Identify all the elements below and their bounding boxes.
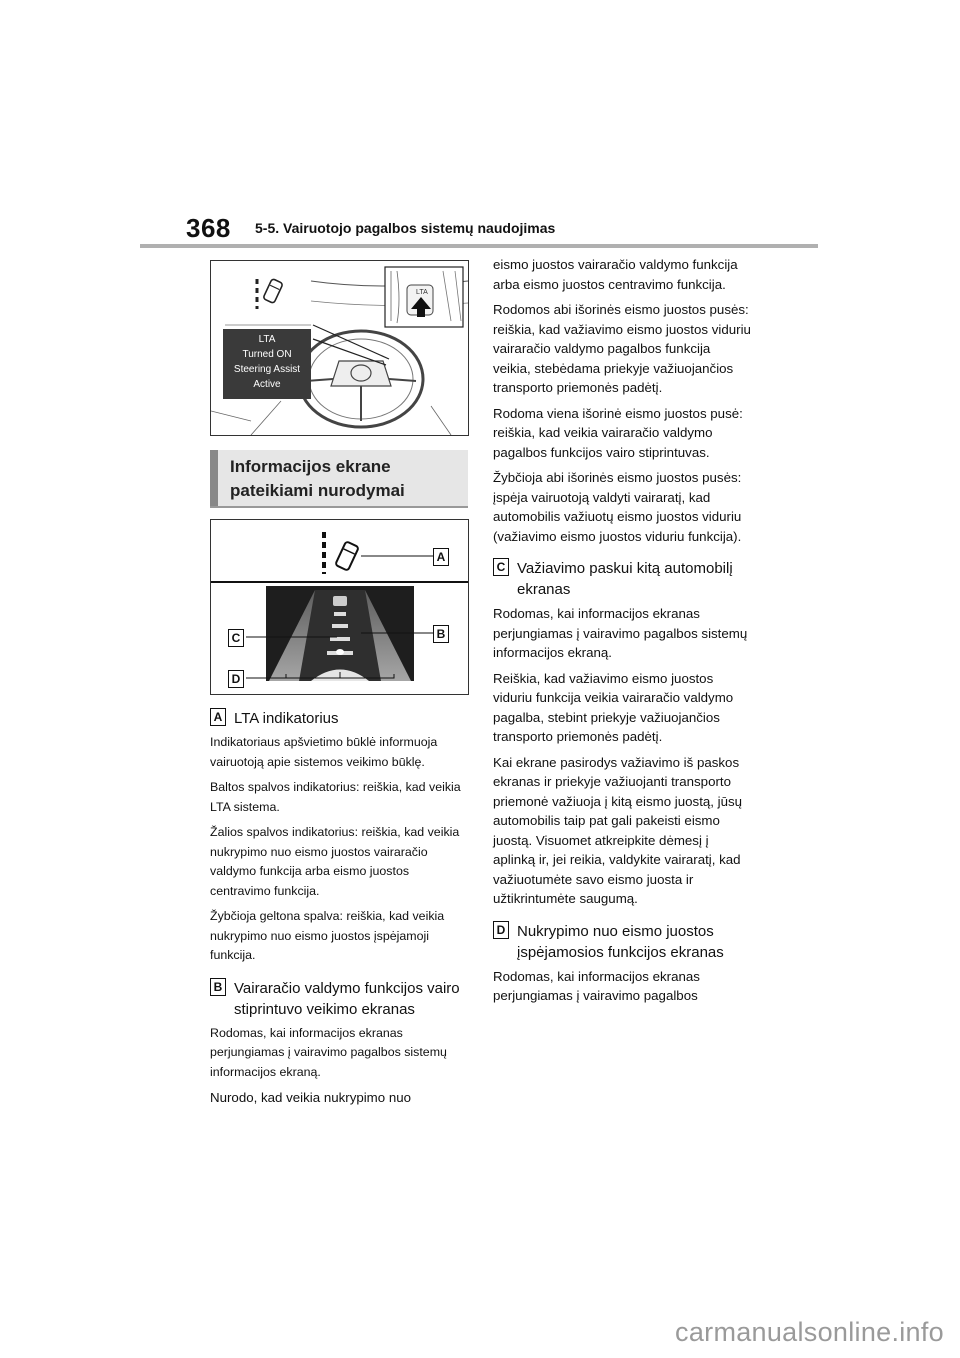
lta-line: Steering Assist: [233, 364, 301, 375]
lta-status-panel: [223, 329, 311, 399]
callout-label-b: B: [433, 625, 449, 643]
badge-d: D: [493, 921, 509, 939]
steering-wheel-figure: [210, 260, 469, 436]
callout-label-a: A: [433, 548, 449, 566]
paragraph: Rodomas, kai informacijos ekranas perjungiamas į vairavimo pagalbos sistemų informacijos ekraną.: [493, 606, 748, 660]
lta-line: Turned ON: [242, 349, 292, 360]
paragraph: eismo juostos vairaračio valdymo funkcija arba eismo juostos centravimo funkcija.: [493, 257, 738, 292]
paragraph: Žybčioja geltona spalva: reiškia, kad veikia nukrypimo nuo eismo juostos įspėjamoji funkcija.: [210, 909, 445, 962]
paragraph: Rodomas, kai informacijos ekranas perjungiamas į vairavimo pagalbos: [493, 968, 700, 1003]
section-d-title: Nukrypimo nuo eismo juostos įspėjamosios funkcijos ekranas: [517, 922, 724, 961]
page-number: 368: [186, 213, 231, 243]
paragraph: Indikatoriaus apšvietimo būklė informuoja vairuotoją apie sistemos veikimo būklę.: [210, 735, 438, 769]
info-heading-line: pateikiami nurodymai: [230, 481, 405, 500]
section-b-heading: [210, 978, 468, 1020]
watermark: carmanualsonline.info: [675, 1317, 944, 1347]
svg-text:LTA: LTA: [416, 289, 428, 296]
right-column: [493, 255, 751, 1012]
section-a-title: LTA indikatorius: [234, 710, 339, 727]
lta-line: Active: [253, 379, 281, 390]
section-b-title: Vairaračio valdymo funkcijos vairo stiprintuvo veikimo ekranas: [234, 979, 460, 1018]
header-divider: [140, 244, 818, 248]
callout-label-c: C: [228, 629, 244, 647]
section-title: 5-5. Vairuotojo pagalbos sistemų naudojimas: [255, 220, 556, 236]
section-c-title: Važiavimo paskui kitą automobilį ekranas: [517, 560, 733, 598]
paragraph: Rodomos abi išorinės eismo juostos pusės: reiškia, kad važiavimo eismo juostos viduriu vairaračio valdymo pagalbos funkcija veikia, stebėdama priekyje važiuojančios transporto priemonės padėtį.: [493, 302, 751, 395]
paragraph: Žybčioja abi išorinės eismo juostos pusės: įspėja vairuotoją valdyti vairaratį, kad automobilis važiuotų eismo juostos viduriu (važiavimo eismo juostos viduriu funkcija).: [493, 470, 742, 544]
left-column: [210, 702, 468, 1114]
display-screen-illustration: [211, 520, 468, 694]
badge-a: A: [210, 708, 226, 726]
paragraph: Žalios spalvos indikatorius: reiškia, kad veikia nukrypimo nuo eismo juostos vairaračio valdymo funkcija arba eismo juostos centravimo funkcija.: [210, 825, 460, 898]
badge-b: B: [210, 978, 226, 996]
section-d-heading: [493, 921, 751, 963]
info-heading: [230, 455, 470, 503]
info-heading-box: [210, 450, 468, 506]
paragraph: Kai ekrane pasirodys važiavimo iš paskos ekranas ir priekyje važiuojanti transporto priemonė važiuoja į kitą eismo juostą, jūsų automobilis taip pat gali pakeisti eismo juostą. Visuomet atkreipkite dėmesį į aplinką ir, jei reikia, valdykite vairaratį, kad važiuotumėte savo eismo juosta ir užtikrintumėte saugumą.: [493, 754, 743, 906]
display-screen-figure: [210, 519, 469, 695]
paragraph: Reiškia, kad važiavimo eismo juostos viduriu funkcija veikia vairaračio valdymo pagalba, stebint priekyje važiuojančios transporto priemonės padėtį.: [493, 670, 734, 744]
paragraph: Rodoma viena išorinė eismo juostos pusė: reiškia, kad veikia vairaračio valdymo pagalbos funkcijos vairo stiprintuvas.: [493, 405, 743, 460]
info-heading-rule: [210, 506, 468, 508]
paragraph: Nurodo, kad veikia nukrypimo nuo: [210, 1090, 412, 1105]
badge-c: C: [493, 558, 509, 576]
section-a-heading: [210, 708, 468, 729]
paragraph: Rodomas, kai informacijos ekranas perjungiamas į vairavimo pagalbos sistemų informacijos ekraną.: [210, 1025, 447, 1079]
paragraph: Baltos spalvos indikatorius: reiškia, kad veikia LTA sistema.: [210, 780, 461, 814]
callout-label-d: D: [228, 670, 244, 688]
section-c-heading: [493, 558, 751, 600]
lta-line: LTA: [258, 334, 276, 345]
info-heading-line: Informacijos ekrane: [230, 457, 391, 476]
